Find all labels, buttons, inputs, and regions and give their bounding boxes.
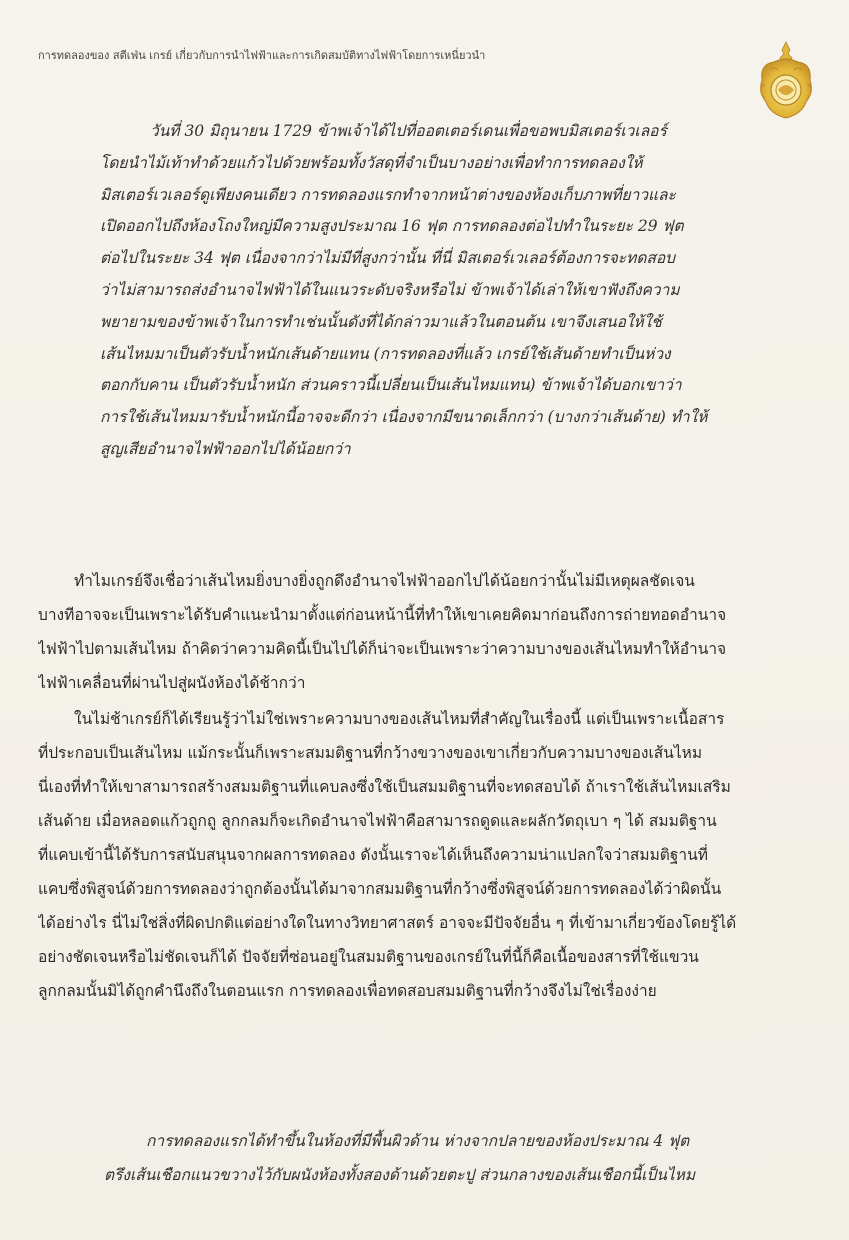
paragraph-line: ในไม่ช้าเกรย์ก็ได้เรียนรู้ว่าไม่ใช่เพราะความบางของเส้นไหมที่สำคัญในเรื่องนี้ แต่เป็นเพราะเนื้อสาร	[74, 710, 725, 728]
quote-line: สูญเสียอำนาจไฟฟ้าออกไปได้น้อยกว่า	[100, 439, 351, 458]
paragraph-line: อย่างชัดเจนหรือไม่ชัดเจนก็ได้ ปัจจัยที่ซ่อนอยู่ในสมมติฐานของเกรย์ในที่นี้ก็คือเนื้อของสารที่ใช้แขวน	[38, 948, 699, 966]
paragraph-line: ทำไมเกรย์จึงเชื่อว่าเส้นไหมยิ่งบางยิ่งถูกดึงอำนาจไฟฟ้าออกไปได้น้อยกว่านั้นไม่มีเหตุผลชัดเจน	[74, 572, 695, 590]
quote-line: การใช้เส้นไหมมารับน้ำหนักนี้อาจจะดีกว่า เนื่องจากมีขนาดเล็กกว่า (บางกว่าเส้นด้าย) ทำให้	[100, 408, 708, 427]
quote-block-1	[100, 116, 780, 466]
paragraph-line: นี่เองที่ทำให้เขาสามารถสร้างสมมติฐานที่แคบลงซึ่งใช้เป็นสมมติฐานที่จะทดสอบได้ ถ้าเราใช้เส้นไหมเสริม	[38, 778, 731, 796]
running-header: การทดลองของ สตีเฟ่น เกรย์ เกี่ยวกับการนำไฟฟ้าและการเกิดสมบัติทางไฟฟ้าโดยการเหนี่ยวนำ	[38, 49, 486, 62]
paragraph-line: เส้นด้าย เมื่อหลอดแก้วถูกถู ลูกกลมก็จะเกิดอำนาจไฟฟ้าคือสามารถดูดและผลักวัตถุเบา ๆ ได้ สมมติฐาน	[38, 812, 717, 830]
paragraph-line: แคบซึ่งพิสูจน์ด้วยการทดลองว่าถูกต้องนั้นได้มาจากสมมติฐานที่กว้างซึ่งพิสูจน์ด้วยการทดลองได้ว่าผิดนั้น	[38, 880, 722, 898]
paragraph-line: บางทีอาจจะเป็นเพราะได้รับคำแนะนำมาตั้งแต่ก่อนหน้านี้ที่ทำให้เขาเคยคิดมาก่อนถึงการถ่ายทอดอำนาจ	[38, 606, 727, 624]
quote-block-2	[104, 1124, 784, 1192]
quote-line: วันที่ 30 มิถุนายน 1729 ข้าพเจ้าได้ไปที่ออตเตอร์เดนเพื่อขอพบมิสเตอร์เวเลอร์	[150, 122, 667, 140]
quote-line: เปิดออกไปถึงห้องโถงใหญ่มีความสูงประมาณ 16 ฟุต การทดลองต่อไปทำในระยะ 29 ฟุต	[100, 217, 684, 236]
quote-line: มิสเตอร์เวเลอร์ดูเพียงคนเดียว การทดลองแรกทำจากหน้าต่างของห้องเก็บภาพที่ยาวและ	[100, 185, 676, 204]
paragraph-1	[38, 564, 808, 700]
paragraph-line: ที่ประกอบเป็นเส้นไหม แม้กระนั้นก็เพราะสมมติฐานที่กว้างขวางของเขาเกี่ยวกับความบางของเส้นไหม	[38, 744, 703, 762]
paragraph-line: ที่แคบเข้านี้ได้รับการสนับสนุนจากผลการทดลอง ดังนั้นเราจะได้เห็นถึงความน่าแปลกใจว่าสมมติฐานที่	[38, 846, 708, 864]
paragraph-line: ได้อย่างไร นี่ไม่ใช่สิ่งที่ผิดปกติแต่อย่างใดในทางวิทยาศาสตร์ อาจจะมีปัจจัยอื่น ๆ ที่เข้ามาเกี่ยวข้องโดยรู้ได้	[38, 914, 737, 932]
quote-line: การทดลองแรกได้ทำขึ้นในห้องที่มีพื้นผิวด้าน ห่างจากปลายของห้องประมาณ 4 ฟุต	[146, 1132, 690, 1150]
quote-line: พยายามของข้าพเจ้าในการทำเช่นนั้นดังที่ได้กล่าวมาแล้วในตอนต้น เขาจึงเสนอให้ใช้	[100, 312, 662, 331]
quote-line: เส้นไหมมาเป็นตัวรับน้ำหนักเส้นด้ายแทน (การทดลองที่แล้ว เกรย์ใช้เส้นด้ายทำเป็นห่วง	[100, 344, 671, 363]
quote-line: โดยนำไม้เท้าทำด้วยแก้วไปด้วยพร้อมทั้งวัสดุที่จำเป็นบางอย่างเพื่อทำการทดลองให้	[100, 153, 643, 172]
quote-line: ตรึงเส้นเชือกแนวขวางไว้กับผนังห้องทั้งสองด้านด้วยตะปู ส่วนกลางของเส้นเชือกนี้เป็นไหม	[104, 1166, 696, 1184]
paragraph-line: ไฟฟ้าเคลื่อนที่ผ่านไปสู่ผนังห้องได้ช้ากว่า	[38, 674, 306, 692]
paragraph-line: ไฟฟ้าไปตามเส้นไหม ถ้าคิดว่าความคิดนี้เป็นไปได้ก็น่าจะเป็นเพราะว่าความบางของเส้นไหมทำให้อำนาจ	[38, 640, 727, 658]
quote-line: ต่อไปในระยะ 34 ฟุต เนื่องจากว่าไม่มีที่สูงกว่านั้น ที่นี่ มิสเตอร์เวเลอร์ต้องการจะทดสอบ	[100, 249, 676, 268]
quote-line: ว่าไม่สามารถส่งอำนาจไฟฟ้าได้ในแนวระดับจริงหรือไม่ ข้าพเจ้าได้เล่าให้เขาฟังถึงความ	[100, 280, 680, 299]
university-seal-icon	[752, 40, 820, 122]
quote-line: ตอกกับคาน เป็นตัวรับน้ำหนัก ส่วนคราวนี้เปลี่ยนเป็นเส้นไหมแทน) ข้าพเจ้าได้บอกเขาว่า	[100, 376, 682, 395]
paragraph-line: ลูกกลมนั้นมิได้ถูกคำนึงถึงในตอนแรก การทดลองเพื่อทดสอบสมมติฐานที่กว้างจึงไม่ใช่เรื่องง่าย	[38, 982, 657, 1000]
paragraph-2	[38, 702, 808, 1008]
